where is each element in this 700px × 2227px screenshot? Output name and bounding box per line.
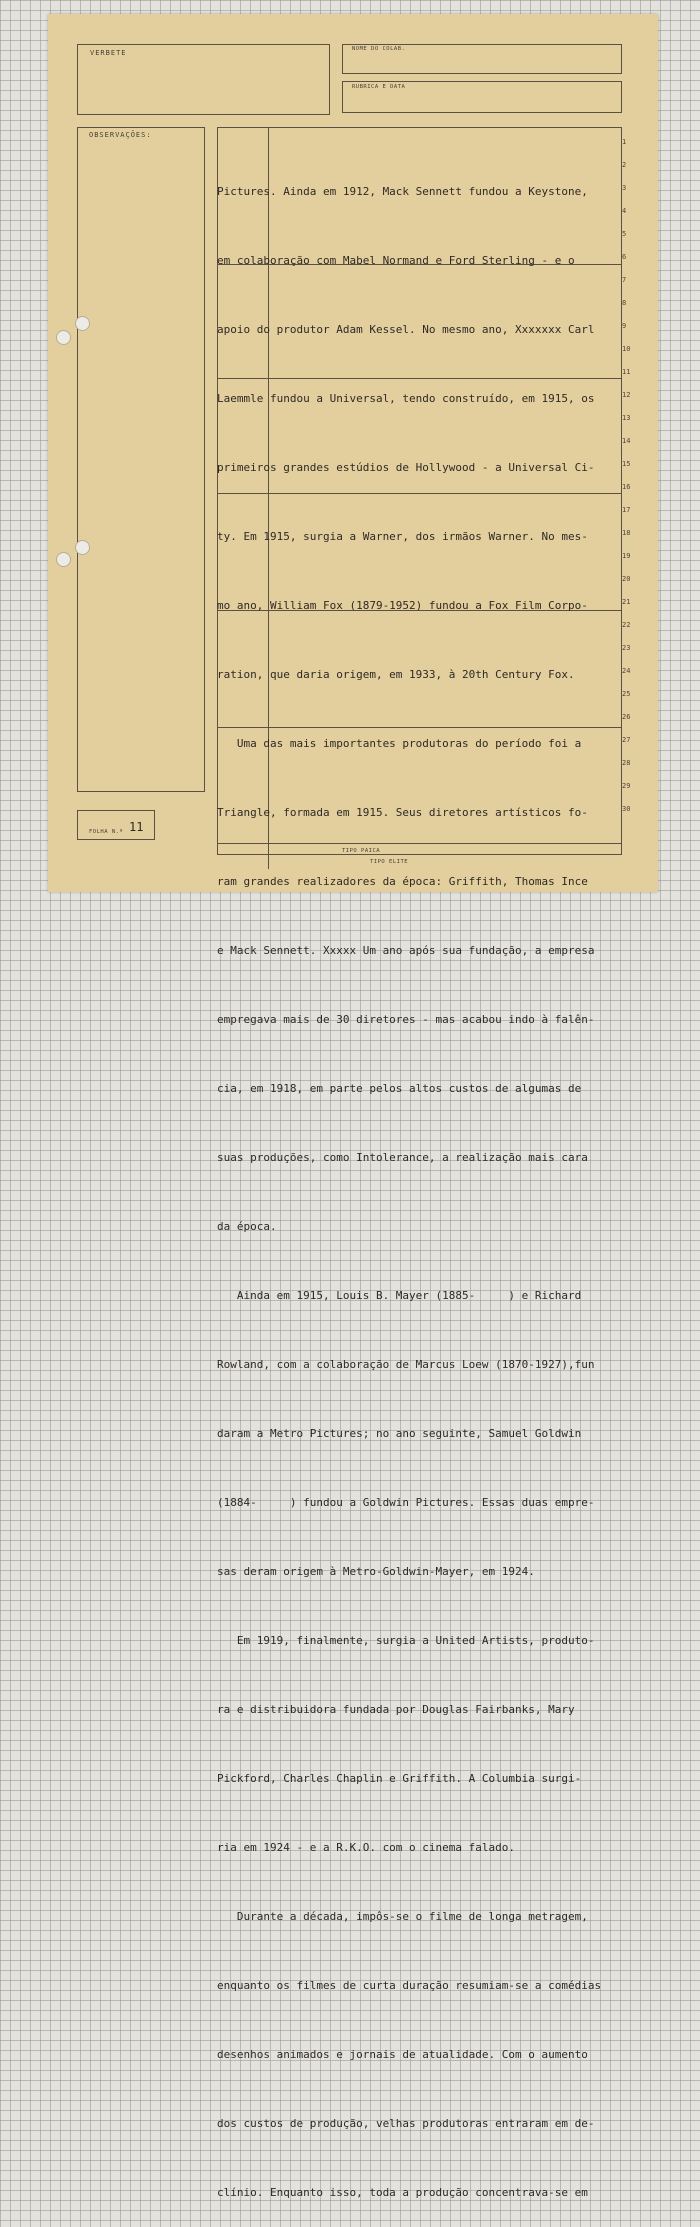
observacoes-label: OBSERVAÇÕES: [89,131,152,139]
text-line: Rowland, com a colaboração de Marcus Loew (1870-1927),fun [217,1358,595,1371]
typed-text [217,134,601,2227]
line-number: 28 [622,759,631,767]
punch-hole [56,330,71,345]
line-number: 30 [622,805,631,813]
text-line: Durante a década, impôs-se o filme de longa metragem, [217,1910,588,1923]
text-line: ra e distribuidora fundada por Douglas Fairbanks, Mary [217,1703,575,1716]
line-number: 14 [622,437,631,445]
line-number: 7 [622,276,627,284]
line-number: 18 [622,529,631,537]
line-number: 20 [622,575,631,583]
text-line: enquanto os filmes de curta duração resumiam-se a comédias [217,1979,602,1992]
text-line: desenhos animados e jornais de atualidade. Com o aumento [217,2048,588,2061]
line-number: 3 [622,184,627,192]
line-number: 5 [622,230,627,238]
punch-hole [56,552,71,567]
line-number: 2 [622,161,627,169]
text-line: em colaboração com Mabel Normand e Ford Sterling - e o [217,254,575,267]
text-line: Uma das mais importantes produtoras do período foi a [217,737,582,750]
line-number: 16 [622,483,631,491]
line-number: 12 [622,391,631,399]
text-line: ration, que daria origem, em 1933, à 20th Century Fox. [217,668,575,681]
text-line: Pictures. Ainda em 1912, Mack Sennett fundou a Keystone, [217,185,588,198]
punch-hole [75,316,90,331]
line-number: 9 [622,322,627,330]
line-number: 23 [622,644,631,652]
line-number: 29 [622,782,631,790]
line-number: 10 [622,345,631,353]
line-number: 4 [622,207,627,215]
observacoes-box [77,127,205,792]
folha-label: FOLHA N.º [89,829,124,835]
text-line: Em 1919, finalmente, surgia a United Artists, produto- [217,1634,595,1647]
tipo-elite-label: TIPO ELITE [370,859,409,865]
text-line: ty. Em 1915, surgia a Warner, dos irmãos Warner. No mes- [217,530,588,543]
text-line: Laemmle fundou a Universal, tendo construído, em 1915, os [217,392,595,405]
line-number: 11 [622,368,631,376]
text-line: empregava mais de 30 diretores - mas acabou indo à falên- [217,1013,595,1026]
text-line: suas produções, como Intolerance, a realização mais cara [217,1151,588,1164]
line-number: 13 [622,414,631,422]
text-line: sas deram origem à Metro-Goldwin-Mayer, em 1924. [217,1565,535,1578]
text-line: mo ano, William Fox (1879-1952) fundou a Fox Film Corpo- [217,599,588,612]
text-line: clínio. Enquanto isso, toda a produção concentrava-se em [217,2186,588,2199]
line-number: 25 [622,690,631,698]
line-number: 17 [622,506,631,514]
text-line: ria em 1924 - e a R.K.O. com o cinema falado. [217,1841,516,1854]
text-line: da época. [217,1220,277,1233]
line-number: 26 [622,713,631,721]
text-line: (1884- ) fundou a Goldwin Pictures. Essas duas empre- [217,1496,595,1509]
line-number: 27 [622,736,631,744]
nome-label: NOME DO COLAB. [352,46,406,52]
line-number: 8 [622,299,627,307]
tipo-paica-label: TIPO PAICA [342,848,381,854]
text-line: e Mack Sennett. Xxxxx Um ano após sua fundação, a empresa [217,944,595,957]
line-number: 21 [622,598,631,606]
rubrica-label: RUBRICA E DATA [352,84,406,90]
line-number: 19 [622,552,631,560]
text-line: Ainda em 1915, Louis B. Mayer (1885- ) e Richard [217,1289,582,1302]
line-number: 24 [622,667,631,675]
text-line: apoio do produtor Adam Kessel. No mesmo ano, Xxxxxxx Carl [217,323,595,336]
punch-hole [75,540,90,555]
text-line: Pickford, Charles Chaplin e Griffith. A Columbia surgi- [217,1772,582,1785]
text-line: primeiros grandes estúdios de Hollywood - a Universal Ci- [217,461,595,474]
text-line: ram grandes realizadores da época: Griffith, Thomas Ince [217,875,588,888]
text-line: cia, em 1918, em parte pelos altos custos de algumas de [217,1082,582,1095]
folha-number: 11 [129,820,144,834]
line-number: 22 [622,621,631,629]
line-number: 1 [622,138,627,146]
text-line: dos custos de produção, velhas produtoras entraram em de- [217,2117,595,2130]
verbete-label: VERBETE [90,49,127,57]
text-line: Triangle, formada em 1915. Seus diretores artísticos fo- [217,806,588,819]
line-number: 6 [622,253,627,261]
text-line: daram a Metro Pictures; no ano seguinte, Samuel Goldwin [217,1427,582,1440]
line-number: 15 [622,460,631,468]
